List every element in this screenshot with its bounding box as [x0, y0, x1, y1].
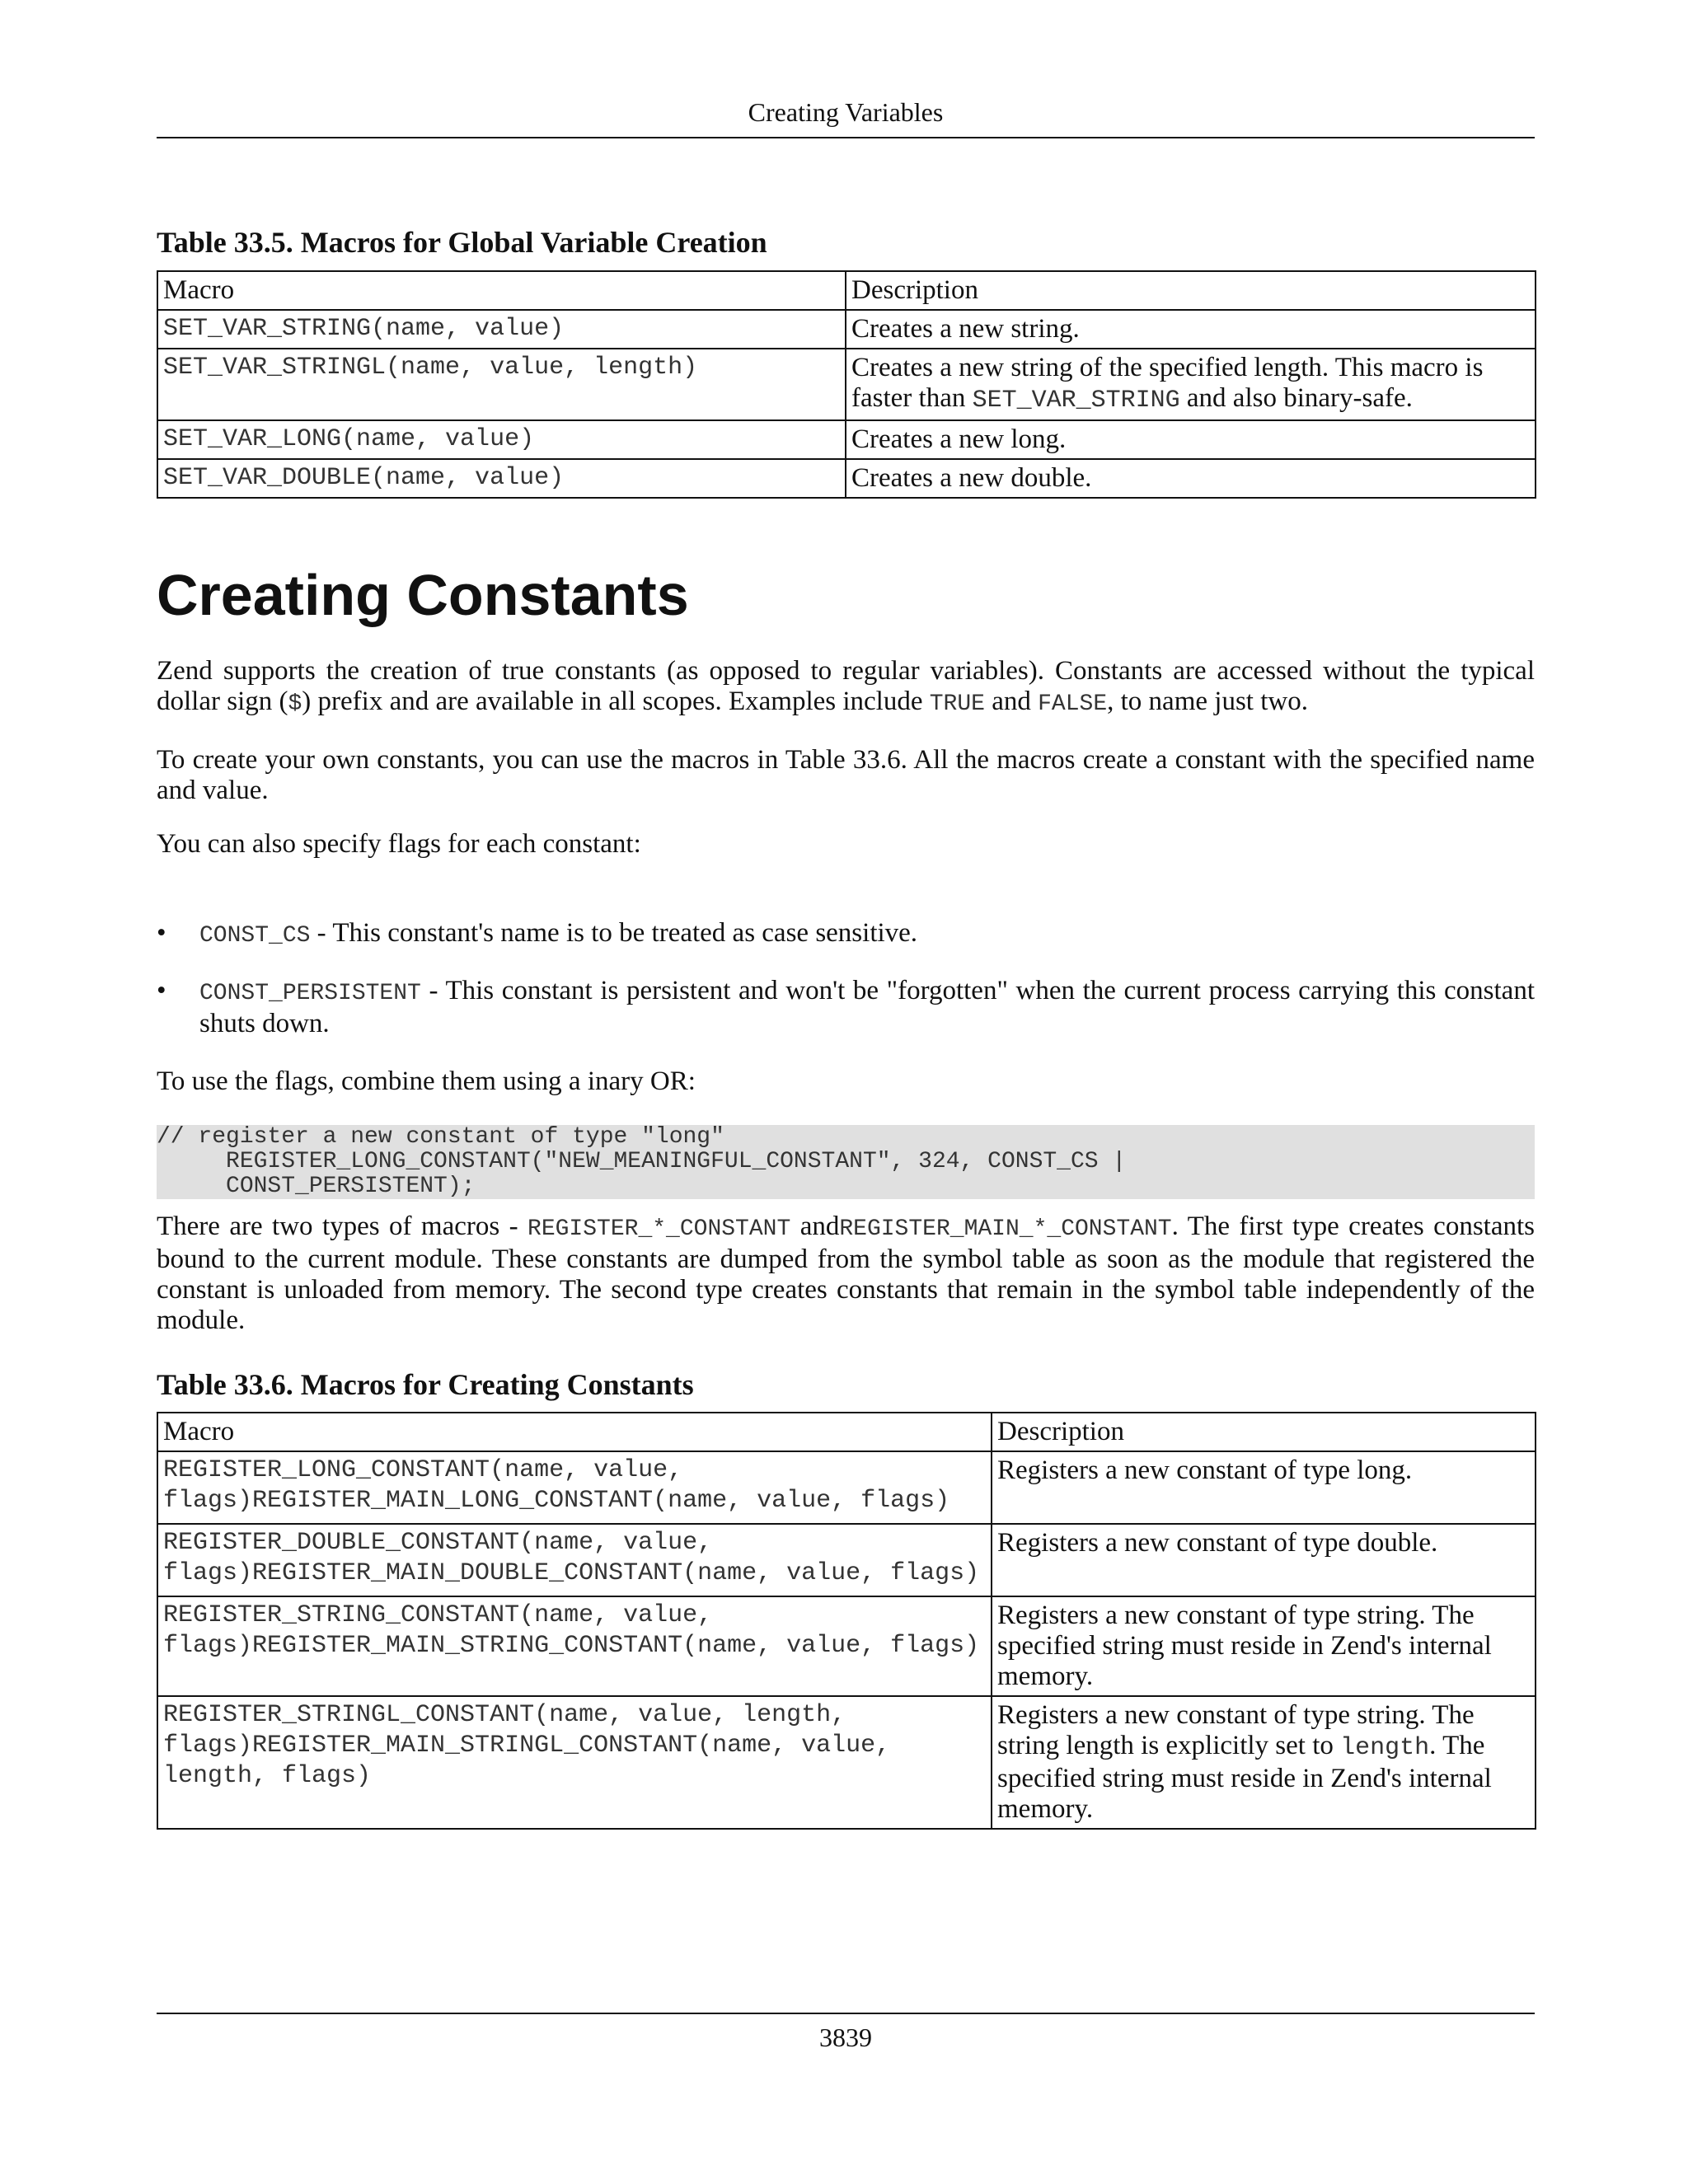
macros-paragraph: To create your own constants, you can use the macros in Table 33.6. All the macros create a constant with the specified name and value.: [157, 745, 1535, 805]
table-header-row: [157, 1413, 1536, 1451]
description-cell: [992, 1696, 1536, 1829]
list-item-text: [199, 918, 1535, 951]
inline-code: CONST_PERSISTENT: [199, 981, 421, 1006]
running-header-title: Creating Variables: [748, 97, 944, 127]
section-heading: Creating Constants: [157, 563, 689, 627]
table-33-6: [157, 1412, 1536, 1830]
description-code: SET_VAR_STRING: [972, 387, 1180, 415]
bullet-mark: •: [157, 918, 166, 948]
macro-cell: SET_VAR_DOUBLE(name, value): [157, 459, 846, 498]
table-33-5-caption: Table 33.5. Macros for Global Variable Creation: [157, 226, 767, 259]
description-cell: [992, 1524, 1536, 1596]
page-number: 3839: [819, 2022, 872, 2052]
macro-types-paragraph: [157, 1212, 1535, 1336]
macro-cell: REGISTER_LONG_CONSTANT(name, value, flags)REGISTER_MAIN_LONG_CONSTANT(name, value, flags): [157, 1451, 992, 1524]
column-header-description: Description: [846, 271, 1536, 310]
description-text: and also binary-safe.: [1179, 383, 1413, 413]
description-text: . The specified string must reside in Zend's internal memory.: [997, 1731, 1492, 1824]
macro-cell: REGISTER_STRINGL_CONSTANT(name, value, length, flags)REGISTER_MAIN_STRINGL_CONSTANT(name, value, length, flags): [157, 1696, 992, 1829]
table-row: [157, 420, 1536, 459]
description-text: Creates a new long.: [851, 424, 1067, 454]
bullet-mark: •: [157, 976, 166, 1005]
macro-cell: REGISTER_DOUBLE_CONSTANT(name, value, flags)REGISTER_MAIN_DOUBLE_CONSTANT(name, value, flags): [157, 1524, 992, 1596]
table-row: [157, 1696, 1536, 1829]
column-header-macro: Macro: [157, 271, 846, 310]
running-header: [157, 96, 1535, 138]
macro-cell: SET_VAR_STRINGL(name, value, length): [157, 349, 846, 420]
column-header-macro: Macro: [157, 1413, 992, 1451]
inline-code: CONST_CS: [199, 923, 311, 949]
description-text: Creates a new string of the specified length. This macro is faster than: [851, 353, 1484, 413]
list-item: [157, 976, 1535, 1039]
paragraph-text: and: [790, 1212, 840, 1241]
macro-cell: SET_VAR_STRING(name, value): [157, 310, 846, 349]
table-row: [157, 1596, 1536, 1696]
macro-cell: REGISTER_STRING_CONSTANT(name, value, flags)REGISTER_MAIN_STRING_CONSTANT(name, value, flags): [157, 1596, 992, 1696]
description-text: Registers a new constant of type string. The string length is explicitly set to: [997, 1700, 1475, 1760]
inline-code: REGISTER_*_CONSTANT: [528, 1216, 791, 1242]
description-text: Registers a new constant of type long.: [997, 1455, 1413, 1485]
description-code: length: [1340, 1734, 1430, 1762]
table-33-5: [157, 270, 1536, 499]
table-row: [157, 1451, 1536, 1524]
code-block: // register a new constant of type "long" REGISTER_LONG_CONSTANT("NEW_MEANINGFUL_CONSTANT", 324, CONST_CS | CONST_PERSISTENT);: [157, 1125, 1535, 1199]
table-header-row: [157, 271, 1536, 310]
table-row: [157, 459, 1536, 498]
paragraph-text: and: [984, 687, 1039, 716]
list-item-description: - This constant is persistent and won't be "forgotten" when the current process carrying this constant shuts down.: [199, 976, 1535, 1038]
combine-flags-paragraph: To use the flags, combine them using a inary OR:: [157, 1066, 696, 1096]
description-text: Creates a new double.: [851, 463, 1092, 493]
table-row: [157, 1524, 1536, 1596]
inline-code: REGISTER_MAIN_*_CONSTANT: [839, 1216, 1172, 1242]
description-cell: [992, 1451, 1536, 1524]
description-text: Registers a new constant of type string. The specified string must reside in Zend's internal memory.: [997, 1601, 1492, 1691]
description-cell: [846, 310, 1536, 349]
list-item-description: - This constant's name is to be treated as case sensitive.: [310, 918, 918, 948]
description-cell: [846, 349, 1536, 420]
inline-code: TRUE: [929, 691, 985, 717]
list-item-text: [199, 976, 1535, 1039]
macro-cell: SET_VAR_LONG(name, value): [157, 420, 846, 459]
running-footer: [157, 2013, 1535, 2054]
description-cell: [846, 420, 1536, 459]
column-header-description: Description: [992, 1413, 1536, 1451]
inline-code: $: [288, 691, 302, 717]
paragraph-text: There are two types of macros -: [157, 1212, 528, 1241]
paragraph-text: Zend supports the creation of true constants (as opposed to regular variables). Constants are accessed without the typical dollar sign (: [157, 656, 1535, 716]
paragraph-text: . The first type creates constants bound to the current module. These constants are dumped from the symbol table as soon as the module that registered the constant is unloaded from memory. The second type creates constants that remain in the symbol table independently of the module.: [157, 1212, 1535, 1335]
flags-paragraph: You can also specify flags for each constant:: [157, 829, 641, 859]
description-text: Creates a new string.: [851, 314, 1080, 344]
intro-paragraph: [157, 656, 1535, 719]
paragraph-text: ) prefix and are available in all scopes. Examples include: [302, 687, 930, 716]
inline-code: FALSE: [1038, 691, 1108, 717]
description-cell: [846, 459, 1536, 498]
description-text: Registers a new constant of type double.: [997, 1528, 1438, 1558]
paragraph-text: , to name just two.: [1107, 687, 1308, 716]
table-row: [157, 310, 1536, 349]
table-33-6-caption: Table 33.6. Macros for Creating Constants: [157, 1368, 694, 1401]
description-cell: [992, 1596, 1536, 1696]
list-item: [157, 918, 1535, 951]
table-row: [157, 349, 1536, 420]
